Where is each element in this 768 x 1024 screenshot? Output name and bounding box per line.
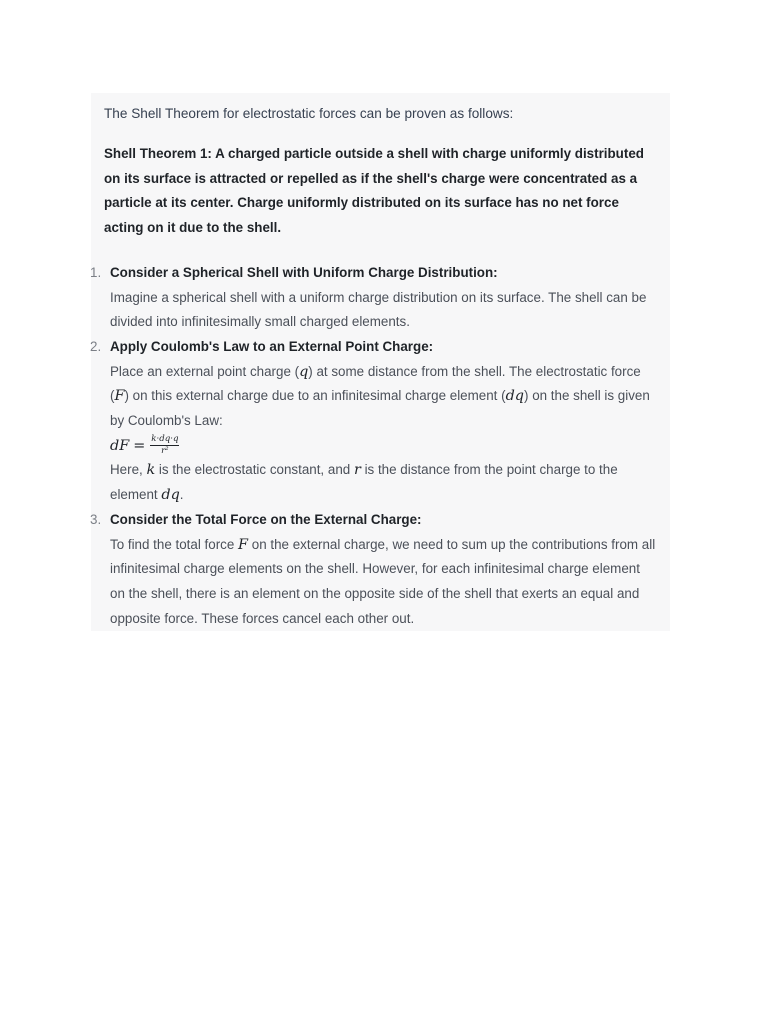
coulomb-formula bbox=[110, 434, 658, 459]
text-segment: ) on the shell is given by Coulomb's Law: bbox=[110, 388, 650, 429]
text-segment: is the distance from the point charge to the element bbox=[110, 462, 618, 503]
step-number: 2. bbox=[90, 338, 102, 354]
chat-response-panel bbox=[91, 93, 670, 631]
step-number: 1. bbox=[90, 264, 102, 280]
proof-step-1 bbox=[90, 261, 658, 335]
step-title: Consider the Total Force on the External Charge: bbox=[110, 511, 422, 527]
proof-step-3 bbox=[90, 508, 658, 632]
math-variable-f: F bbox=[114, 388, 125, 405]
theorem-statement: Shell Theorem 1: A charged particle outside a shell with charge uniformly distributed on its surface is attracted or repelled as if the shell's charge were concentrated as a particle at its center. Charge uniformly distributed on its surface has no net force acting on it due to the shell. bbox=[104, 146, 644, 236]
step-title: Apply Coulomb's Law to an External Point Charge: bbox=[110, 338, 434, 354]
text-segment: Here, bbox=[110, 462, 147, 478]
step-body bbox=[110, 360, 658, 434]
formula-fraction bbox=[150, 435, 179, 456]
step-title: Consider a Spherical Shell with Uniform Charge Distribution: bbox=[110, 264, 498, 280]
text-segment: on the external charge, we need to sum up the contributions from all infinitesimal charge elements on the shell. However, for each infinitesimal charge element on the shell, there is an element on the opposite side of the shell that exerts an equal and opposite force. These forces cancel each other out. bbox=[110, 536, 656, 626]
text-segment: ) at some distance from the shell. The electrostatic force ( bbox=[110, 363, 641, 404]
text-segment: Place an external point charge ( bbox=[110, 363, 300, 379]
formula-lhs: dF bbox=[110, 437, 130, 454]
math-variable-r: r bbox=[353, 462, 361, 479]
math-variable-q: q bbox=[299, 363, 309, 380]
formula-denominator: r² bbox=[161, 445, 169, 456]
proof-step-2 bbox=[90, 335, 658, 508]
step-body: Imagine a spherical shell with a uniform charge distribution on its surface. The shell can be divided into infinitesimally small charged elements. bbox=[110, 289, 647, 330]
math-variable-k: k bbox=[146, 462, 156, 479]
text-segment: . bbox=[179, 487, 184, 503]
text-segment: is the electrostatic constant, and bbox=[155, 462, 354, 478]
step-explanation bbox=[110, 458, 658, 507]
math-variable-dq: dq bbox=[505, 388, 525, 405]
formula-numerator: k·dq·q bbox=[151, 433, 179, 444]
step-number: 3. bbox=[90, 511, 102, 527]
text-segment: ) on this external charge due to an infinitesimal charge element ( bbox=[124, 388, 506, 404]
text-segment: To find the total force bbox=[110, 536, 239, 552]
math-variable-dq: dq bbox=[161, 487, 180, 504]
formula-equals: = bbox=[133, 437, 146, 454]
proof-steps-list bbox=[90, 261, 658, 632]
math-variable-f: F bbox=[238, 536, 249, 553]
intro-text: The Shell Theorem for electrostatic forces can be proven as follows: bbox=[104, 106, 514, 121]
step-body bbox=[110, 533, 658, 632]
